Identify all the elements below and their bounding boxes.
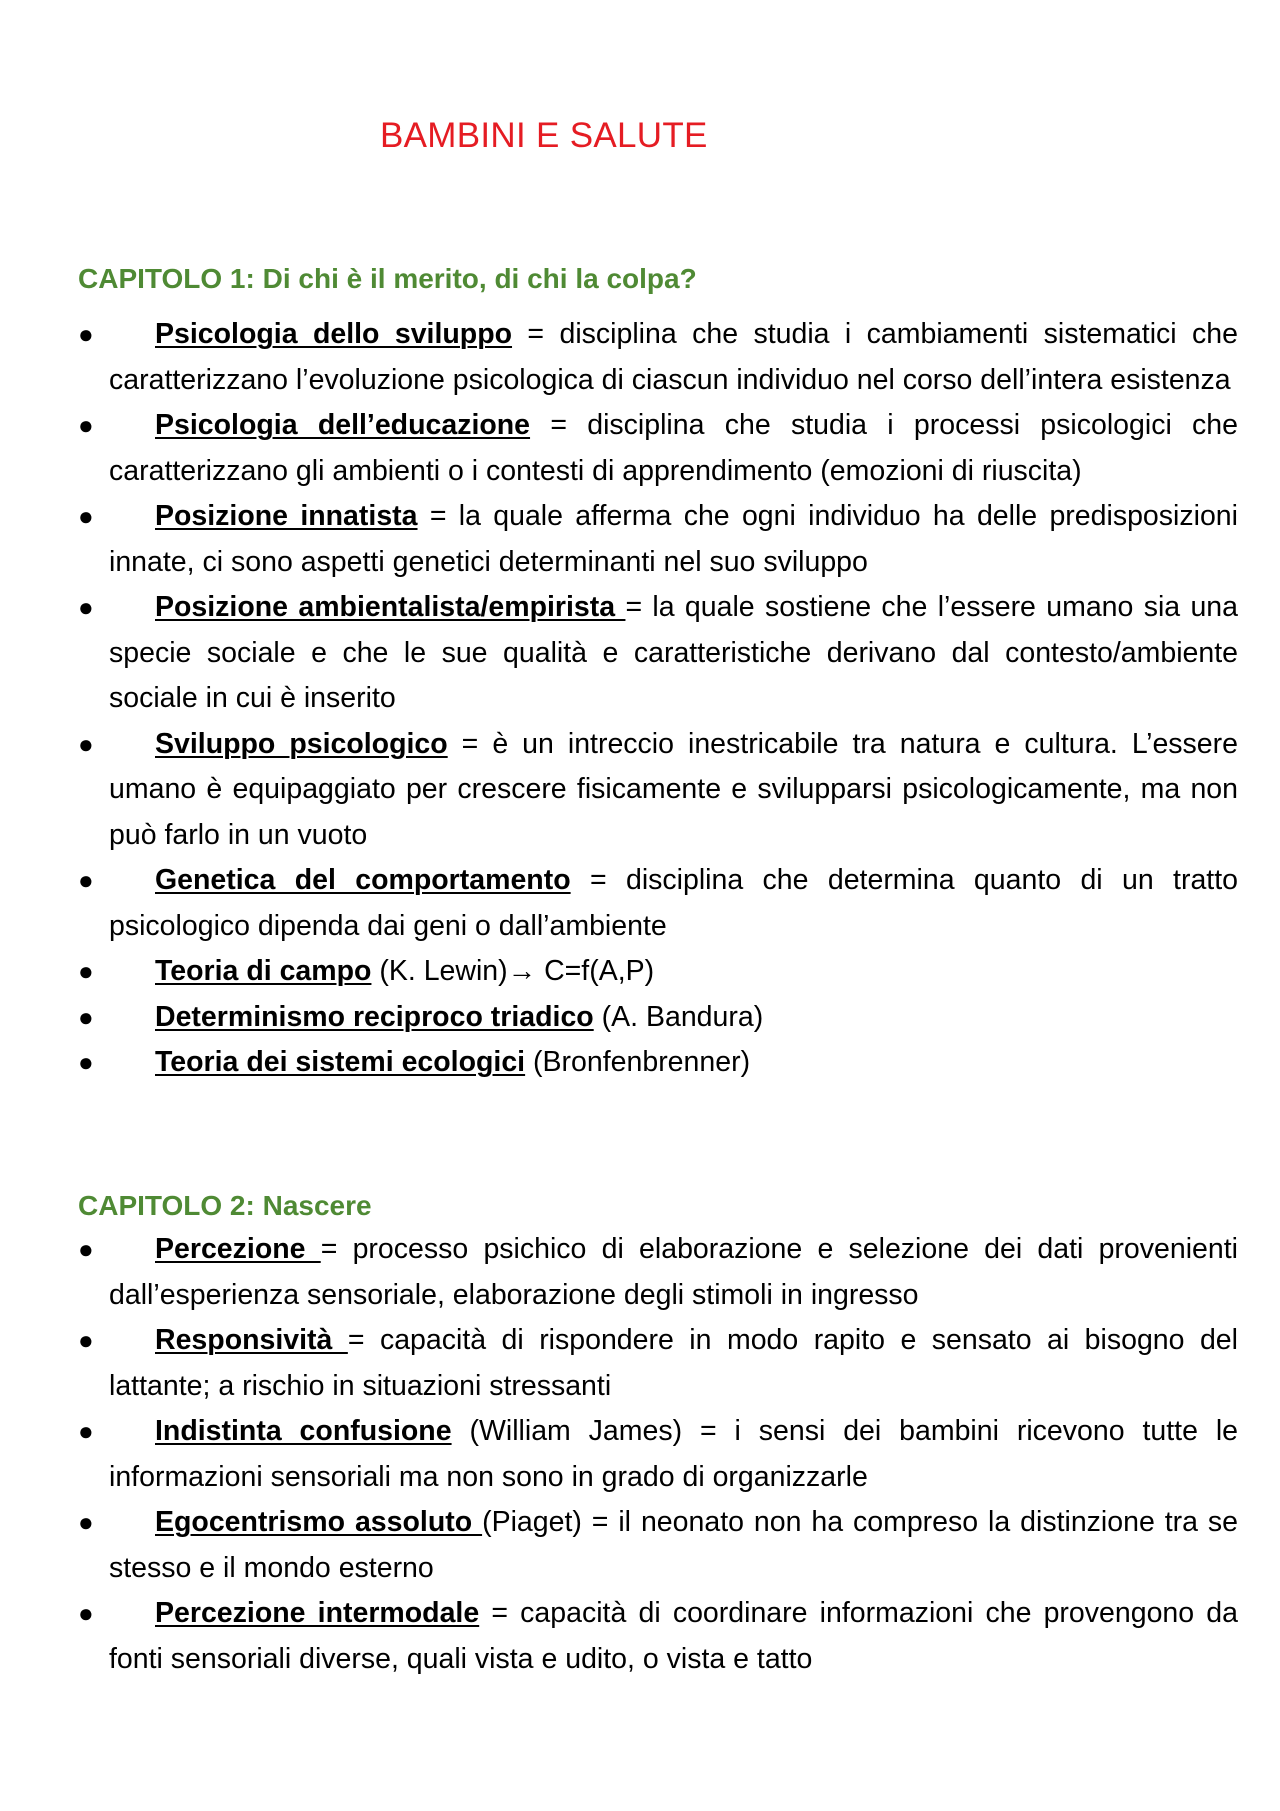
list-item [78, 1591, 1238, 1682]
bullet-icon: ● [78, 956, 94, 986]
list-item [78, 949, 1238, 995]
term: Egocentrismo assoluto [155, 1506, 483, 1538]
list-item [78, 1318, 1238, 1409]
definition: (Bronfenbrenner) [525, 1046, 751, 1078]
bullet-icon: ● [78, 1598, 94, 1628]
bullet-icon: ● [78, 1507, 94, 1537]
definition: = disciplina che studia i cambiamenti sistematici che caratterizzano l’evoluzione psicologica di ciascun individuo nel corso dell’intera esistenza [109, 318, 1238, 396]
chapter-1-list [78, 312, 1238, 1086]
definition: = capacità di rispondere in modo rapito e sensato ai bisogno del lattante; a rischio in situazioni stressanti [109, 1324, 1238, 1402]
bullet-icon: ● [78, 728, 94, 759]
list-item [78, 995, 1238, 1041]
bullet-icon: ● [78, 1001, 94, 1032]
term: Determinismo reciproco triadico [155, 1000, 594, 1033]
list-item [78, 1040, 1238, 1086]
document-title: BAMBINI E SALUTE [380, 116, 708, 155]
definition: = la quale sostiene che l’essere umano sia una specie sociale e che le sue qualità e caratteristiche derivano dal contesto/ambiente sociale in cui è inserito [109, 591, 1238, 714]
term: Percezione [155, 1233, 321, 1265]
list-item [78, 494, 1238, 585]
term: Genetica del comportamento [155, 864, 571, 896]
chapter-2-list [78, 1227, 1238, 1682]
definition: (K. Lewin)→ C=f(A,P) [371, 955, 655, 987]
bullet-icon: ● [78, 1234, 94, 1264]
bullet-icon: ● [78, 1325, 94, 1355]
term: Sviluppo psicologico [155, 727, 448, 760]
list-item [78, 585, 1238, 722]
term: Responsività [155, 1324, 348, 1356]
chapter-heading: CAPITOLO 1: Di chi è il merito, di chi la colpa? [78, 263, 697, 294]
bullet-icon: ● [78, 1416, 94, 1446]
bullet-icon: ● [78, 1047, 94, 1077]
list-item [78, 722, 1238, 859]
term: Teoria dei sistemi ecologici [155, 1046, 526, 1078]
bullet-icon: ● [78, 410, 94, 440]
bullet-icon: ● [78, 319, 94, 349]
definition: = disciplina che studia i processi psicologici che caratterizzano gli ambienti o i contesti di apprendimento (emozioni di riuscita) [109, 409, 1238, 487]
list-item [78, 858, 1238, 949]
definition: = capacità di coordinare informazioni che provengono da fonti sensoriali diverse, quali vista e udito, o vista e tatto [109, 1597, 1238, 1675]
chapter-1 [78, 258, 1238, 1086]
bullet-icon: ● [78, 865, 94, 895]
chapter-2 [78, 1185, 1238, 1682]
term: Indistinta confusione [155, 1415, 452, 1447]
chapter-heading: CAPITOLO 2: Nascere [78, 1190, 372, 1221]
definition: = è un intreccio inestricabile tra natura e cultura. L’essere umano è equipaggiato per crescere fisicamente e svilupparsi psicologicamente, ma non può farlo in un vuoto [109, 727, 1238, 851]
list-item [78, 1227, 1238, 1318]
term: Posizione ambientalista/empirista [155, 591, 626, 623]
list-item [78, 1409, 1238, 1500]
definition: = disciplina che determina quanto di un tratto psicologico dipenda dai geni o dall’ambiente [109, 864, 1238, 942]
bullet-icon: ● [78, 592, 94, 622]
term: Psicologia dell’educazione [155, 409, 531, 441]
list-item [78, 1500, 1238, 1591]
list-item [78, 312, 1238, 403]
term: Posizione innatista [155, 500, 418, 532]
list-item [78, 403, 1238, 494]
definition: (A. Bandura) [593, 1000, 764, 1033]
definition: (Piaget) = il neonato non ha compreso la distinzione tra se stesso e il mondo esterno [109, 1506, 1238, 1584]
term: Psicologia dello sviluppo [155, 318, 513, 350]
definition: = processo psichico di elaborazione e selezione dei dati provenienti dall’esperienza sensoriale, elaborazione degli stimoli in ingresso [109, 1233, 1239, 1311]
term: Percezione intermodale [155, 1597, 480, 1629]
bullet-icon: ● [78, 501, 94, 531]
definition: (William James) = i sensi dei bambini ricevono tutte le informazioni sensoriali ma non sono in grado di organizzarle [109, 1415, 1238, 1493]
definition: = la quale afferma che ogni individuo ha delle predisposizioni innate, ci sono aspetti genetici determinanti nel suo sviluppo [109, 500, 1238, 578]
term: Teoria di campo [155, 955, 372, 987]
